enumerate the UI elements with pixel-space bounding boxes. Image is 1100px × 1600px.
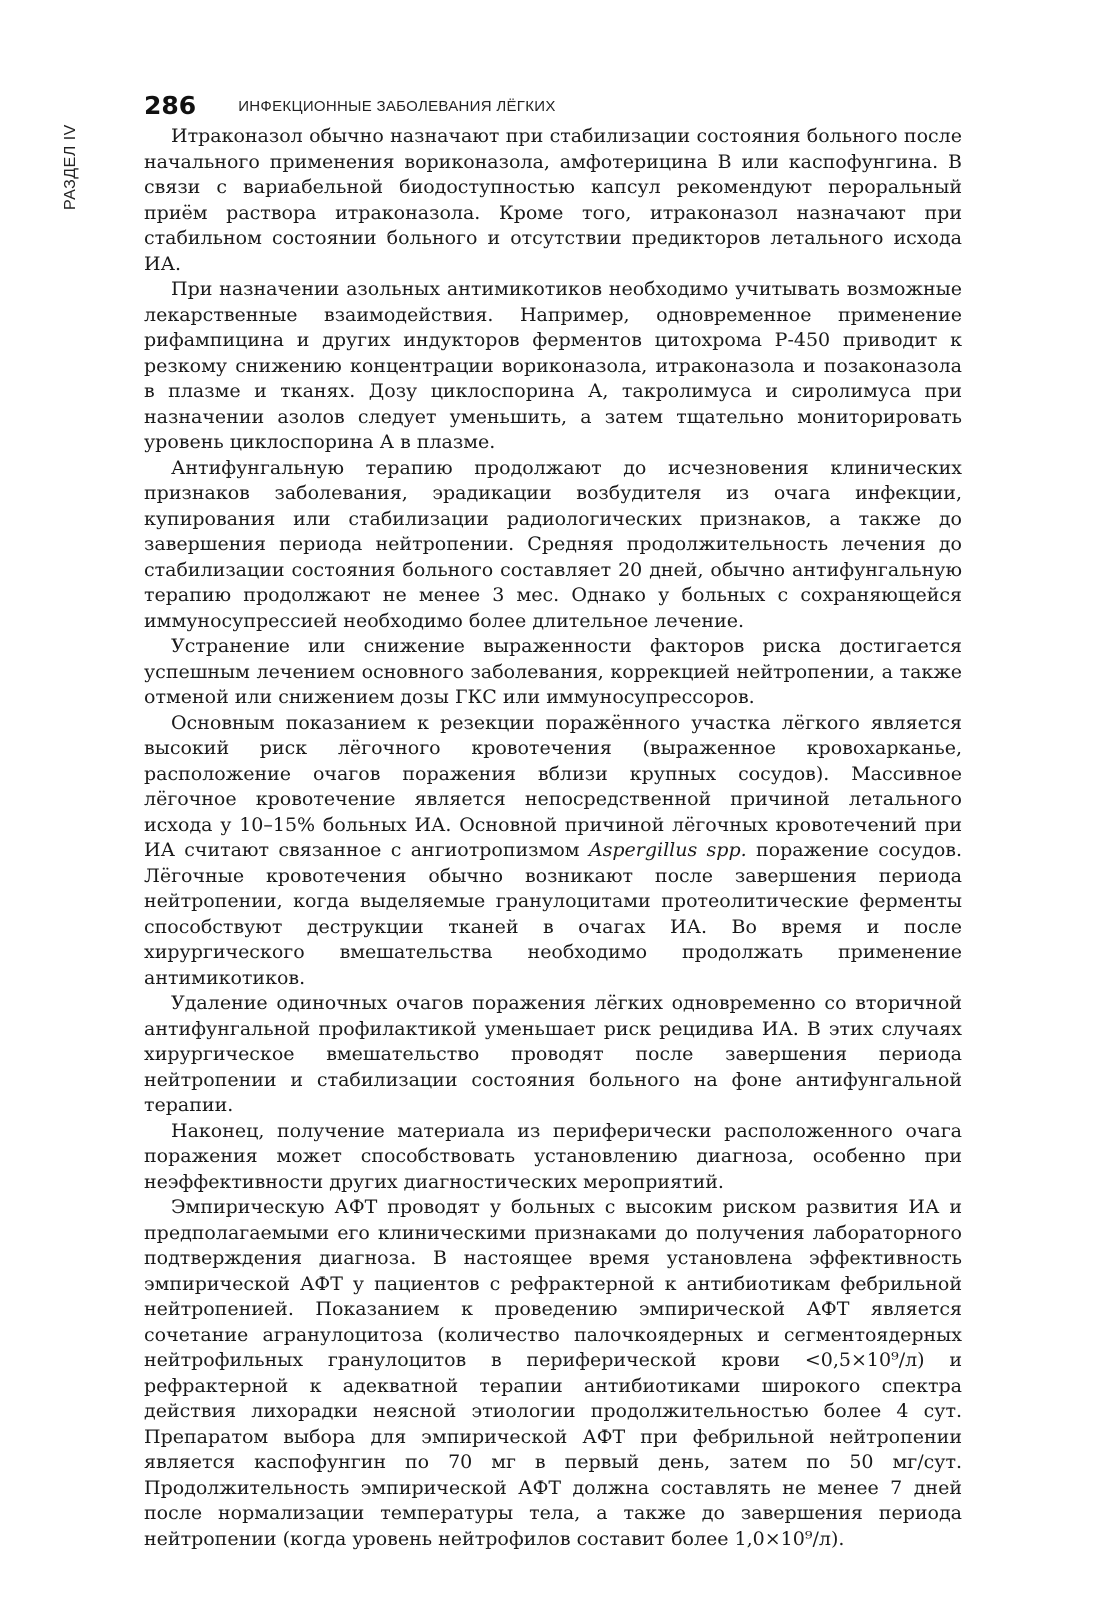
paragraph: Удаление одиночных очагов поражения лёгких одновременно со вторичной антифунгальной профилактикой уменьшает риск рецидива ИА. В этих случаях хирургическое вмешательство проводят после завершения периода нейтропении и стабилизации состояния больного на фоне антифунгальной терапии. xyxy=(144,992,962,1116)
paragraph: Устранение или снижение выраженности факторов риска достигается успешным лечением основного заболевания, коррекцией нейтропении, а также отменой или снижением дозы ГКС или иммуносупрессоров. xyxy=(144,635,962,708)
running-title: ИНФЕКЦИОННЫЕ ЗАБОЛЕВАНИЯ ЛЁГКИХ xyxy=(238,98,556,115)
paragraph-text: Основным показанием к резекции поражённого участка лёгкого является высокий риск лёгочного кровотечения (выраженное кровохарканье, расположение очагов поражения вблизи крупных сосудов). Массивное лёгочное кровотечение является непосредственной причиной летального исхода у 10–15% больных ИА. Основной причиной лёгочных кровотечений при ИА считают связанное с ангиотропизмом xyxy=(144,711,962,861)
page-number: 286 xyxy=(144,91,197,120)
paragraph: Наконец, получение материала из периферически расположенного очага поражения может способствовать установлению диагноза, особенно при неэффективности других диагностических мероприятий. xyxy=(144,1119,962,1193)
paragraph-text: поражение сосудов. Лёгочные кровотечения обычно возникают после завершения периода нейтропении, когда выделяемые гранулоцитами протеолитические ферменты способствуют деструкции тканей в очагах ИА. Во время и после хирургического вмешательства необходимо продолжать применение антимикотиков. xyxy=(144,839,962,989)
paragraph xyxy=(144,711,962,992)
paragraph: Антифунгальную терапию продолжают до исчезновения клинических признаков заболевания, эрадикации возбудителя из очага инфекции, купирования или стабилизации радиологических признаков, а также до завершения периода нейтропении. Средняя продолжительность лечения до стабилизации состояния больного составляет 20 дней, обычно антифунгальную терапию продолжают не менее 3 мес. Однако у больных с сохраняющейся иммуносупрессией необходимо более длительное лечение. xyxy=(144,456,962,632)
paragraph: Эмпирическую АФТ проводят у больных с высоким риском развития ИА и предполагаемыми его клиническими признаками до получения лабораторного подтверждения диагноза. В настоящее время установлена эффективность эмпирической АФТ у пациентов с рефрактерной к антибиотикам фебрильной нейтропенией. Показанием к проведению эмпирической АФТ является сочетание агранулоцитоза (количество палочкоядерных и сегментоядерных нейтрофильных гранулоцитов в периферической крови <0,5×10⁹/л) и рефрактерной к адекватной терапии антибиотиками широкого спектра действия лихорадки неясной этиологии продолжительностью более 4 сут. Препаратом выбора для эмпирической АФТ при фебрильной нейтропении является каспофунгин по 70 мг в первый день, затем по 50 мг/сут. Продолжительность эмпирической АФТ должна составлять не менее 7 дней после нормализации температуры тела, а также до завершения периода нейтропении (когда уровень нейтрофилов составит более 1,0×10⁹/л). xyxy=(144,1196,962,1550)
body-text xyxy=(144,124,962,1552)
italic-term: Aspergillus spp. xyxy=(588,839,747,861)
paragraph: Итраконазол обычно назначают при стабилизации состояния больного после начального применения вориконазола, амфотерицина В или каспофунгина. В связи с вариабельной биодоступностью капсул рекомендуют пероральный приём раствора итраконазола. Кроме того, итраконазол назначают при стабильном состоянии больного и отсутствии предикторов летального исхода ИА. xyxy=(144,125,962,275)
paragraph: При назначении азольных антимикотиков необходимо учитывать возможные лекарственные взаимодействия. Например, одновременное применение рифампицина и других индукторов ферментов цитохрома Р-450 приводит к резкому снижению концентрации вориконазола, итраконазола и позаконазола в плазме и тканях. Дозу циклоспорина А, такролимуса и сиролимуса при назначении азолов следует уменьшить, а затем тщательно мониторировать уровень циклоспорина А в плазме. xyxy=(144,278,962,453)
page-header xyxy=(144,88,556,118)
section-label: РАЗДЕЛ IV xyxy=(62,124,79,210)
